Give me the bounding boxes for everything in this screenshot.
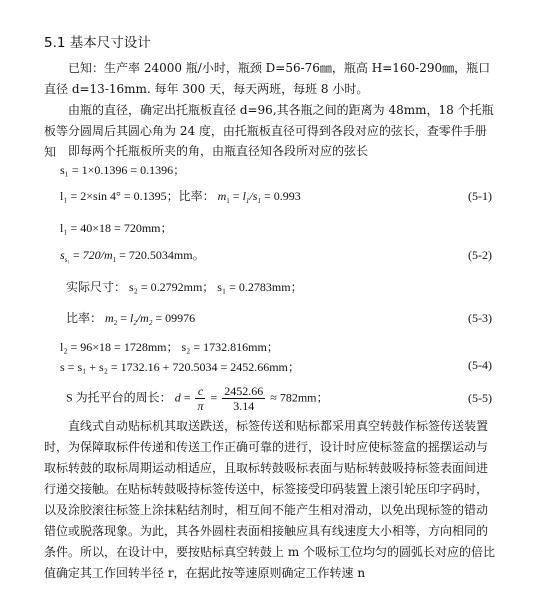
section-heading: 5.1 基本尺寸设计: [44, 35, 151, 51]
equation-number-5-2: (5-2): [468, 248, 492, 262]
equation-value-fraction: $\frac{2452.66}{3.14}$: [224, 384, 264, 413]
equation-actual-size: 实际尺寸： s₂ = 0.2792mm； s₁ = 0.2783mm；: [66, 280, 303, 294]
equation-circumference: S 为托平台的周长： d = $\frac{c}{\pi}$ = $\frac{2452.66}{3.14}$ ≈ 782mm；: [66, 384, 329, 413]
equation-l1-length: l₁ = 40×18 = 720mm；: [60, 221, 173, 235]
equation-circumference-label: S 为托平台的周长：: [66, 390, 172, 405]
equation-m1-symbol: m: [217, 189, 227, 203]
equation-number-5-5: (5-5): [468, 391, 492, 405]
equation-number-5-1: (5-1): [468, 189, 492, 203]
equation-l2: l₂ = 96×18 = 1728mm； s₂ = 1732.816mm；: [60, 340, 279, 354]
equation-ratio-m2-label: 比率：: [66, 311, 103, 325]
equation-number-5-4: (5-4): [468, 358, 492, 372]
paragraph-angle: 即每两个托瓶板所夹的角，由瓶直径知各段所对应的弦长: [68, 144, 369, 158]
paragraph-labeler-description: 直线式自动贴标机其取送跌送，标签传送和贴标都采用真空转鼓作标签传送装置时，为保障取标件传递和传送工作正确可靠的进行，设计时应使标签盒的摇摆运动与取标转鼓的取标周期运动相适应，且取标转鼓吸标表面与贴标转鼓吸持标签表面间进行递交接触。在贴标转鼓吸持标签传送中，标签接受印码装置上滚引轮压印字码时，以及涂胶滚往标签上涂抹粘结剂时，相互间不能产生相对滑动，以免出现标签的错动错位或脱落现象。为此，其各外圆柱表面相接触应具有线速度大小相等，方向相同的条件。所以，在设计中，要按贴标真空转鼓上 m 个吸标工位均匀的圆弧长对应的倍比值确定其工作回转半径 r，在据此按等速原则确定工作转速 n: [44, 419, 496, 580]
equation-c-over-pi: $\frac{c}{\pi}$: [197, 384, 204, 413]
equation-ratio-fraction: $l_1/s_1$: [242, 189, 261, 205]
equation-l1-ratio-left: l₁ = 2×sin 4° = 0.1395；比率：: [60, 189, 215, 203]
equation-s-total: s = s₁ + s₂ = 1732.16 + 720.5034 = 2452.66mm；: [60, 360, 300, 374]
equation-m2-fraction: $l_2/m_2$: [129, 311, 153, 327]
paragraph-given: 已知：生产率 24000 瓶/小时，瓶颈 D=56-76㎜，瓶高 H=160-290㎜，瓶口直径 d=13-16mm. 每年 300 天，每天两班，每班 8 小时。: [44, 61, 491, 96]
equation-m1-subscript: 1: [226, 197, 230, 205]
equation-ratio-m2-value: = 09976: [155, 311, 196, 325]
paragraph-diameter: 由瓶的直径，确定出托瓶板直径 d=96,其各瓶之间的距离为 48mm，18 个托瓶板等分圆周后其圆心角为 24 度，由托瓶板直径可得到各段对应的弦长，查零件手册知: [44, 103, 494, 159]
equation-s1: s₁ = 1×0.1396 = 0.1396；: [60, 163, 186, 177]
equation-l1-ratio: l₁ = 2×sin 4° = 0.1395；比率： $m_1 = l_1/s_1 = 0.993$: [60, 189, 301, 205]
equation-s-s1: $s_{s_1} = 720/m_1 = 720.5034mm$。: [60, 248, 205, 264]
equation-ratio-m2: 比率： $m_2 = l_2/m_2 = 09976$: [66, 311, 196, 327]
equation-s-s1-result: = 720.5034mm。: [119, 248, 205, 262]
equation-s-s1-fraction: $720/m_1$: [82, 248, 117, 264]
equation-number-5-3: (5-3): [468, 311, 492, 325]
equation-circumference-result: ≈ 782mm；: [270, 390, 329, 405]
equation-l1-ratio-right: = 0.993: [263, 189, 301, 203]
